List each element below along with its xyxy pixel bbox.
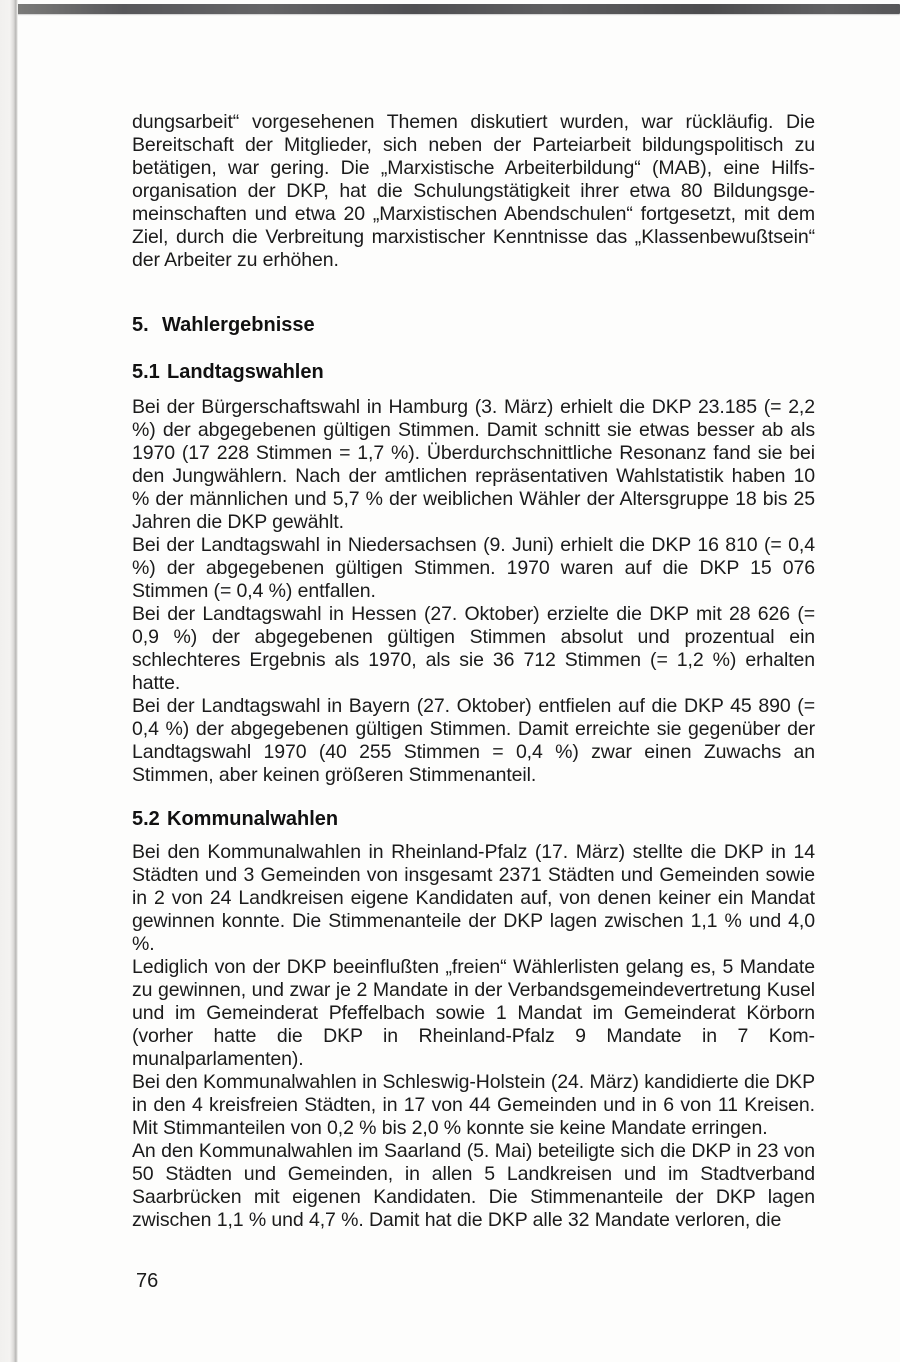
subsection-title: Kommunalwahlen bbox=[167, 808, 339, 830]
subsection-body-landtagswahlen bbox=[132, 396, 815, 787]
paragraph: Bei den Kommunalwahlen in Schleswig-Holstein (24. März) kandidierte die DKP in den 4 kreisfreien Städten, in 17 von 44 Gemeinden und in 6 von 11 Kreisen. Mit Stimmanteilen von 0,2 % bis 2,0 % konnte sie keine Mandate erringen. bbox=[132, 1071, 815, 1139]
paragraph: dungsarbeit“ vorgesehenen Themen diskutiert wurden, war rückläufig. Die Bereitschaft der Mitglieder, sich neben der Parteiarbeit bildungspolitisch zu betätigen, war gering. Die „Marxistische Arbeiterbildung“ (MAB), eine Hilfsorganisation der DKP, hat die Schulungstätigkeit ihrer etwa 80 Bildungsgemeinschaften und etwa 20 „Marxistischen Abendschulen“ fortgesetzt, mit dem Ziel, durch die Verbreitung marxistischer Kenntnisse das „Klassenbewußtsein“ der Arbeiter zu erhöhen. bbox=[132, 111, 815, 271]
section-heading bbox=[132, 314, 315, 337]
paragraph: Lediglich von der DKP beeinflußten „freien“ Wählerlisten gelang es, 5 Mandate zu gewinnen, und zwar je 2 Mandate in der Verbandsgemeindevertretung Kusel und im Gemeinderat Pfeffelbach sowie 1 Mandat im Gemeinderat Körborn (vorher hatte die DKP in Rheinland-Pfalz 9 Mandate in 7 Kommunalparlamenten). bbox=[132, 956, 815, 1070]
subsection-title: Landtagswahlen bbox=[167, 361, 324, 383]
subsection-number: 5.1 bbox=[132, 361, 160, 383]
paragraph: Bei der Bürgerschaftswahl in Hamburg (3. März) erhielt die DKP 23.185 (= 2,2 %) der abgegebenen gültigen Stimmen. Damit schnitt sie etwas besser ab als 1970 (17 228 Stimmen = 1,7 %). Überdurchschnittliche Resonanz fand sie bei den Jungwählern. Nach der amtlichen repräsentativen Wahlstatistik haben 10 % der männlichen und 5,7 % der weiblichen Wähler der Altersgruppe 18 bis 25 Jahren die DKP gewählt. bbox=[132, 396, 815, 533]
subsection-body-kommunalwahlen bbox=[132, 841, 815, 1232]
subsection-heading-landtagswahlen bbox=[132, 361, 324, 384]
section-title: Wahlergebnisse bbox=[162, 314, 315, 336]
paragraph: Bei der Landtagswahl in Niedersachsen (9. Juni) erhielt die DKP 16 810 (= 0,4 %) der abgegebenen gültigen Stimmen. 1970 waren auf die DKP 15 076 Stimmen (= 0,4 %) entfallen. bbox=[132, 534, 815, 602]
continued-paragraph-block bbox=[132, 111, 815, 272]
scan-top-edge bbox=[17, 4, 900, 14]
page-number: 76 bbox=[136, 1270, 159, 1292]
paragraph: Bei den Kommunalwahlen in Rheinland-Pfalz (17. März) stellte die DKP in 14 Städten und 3 Gemeinden von insgesamt 2371 Städten und Gemeinden sowie in 2 von 24 Landkreisen eigene Kandidaten auf, von denen keiner ein Mandat gewinnen konnte. Die Stimmenanteile der DKP lagen zwischen 1,1 % und 4,0 %. bbox=[132, 841, 815, 955]
subsection-heading-kommunalwahlen bbox=[132, 808, 338, 831]
section-number: 5. bbox=[132, 314, 149, 336]
subsection-number: 5.2 bbox=[132, 808, 160, 830]
scan-left-edge bbox=[0, 0, 18, 1362]
paragraph: Bei der Landtagswahl in Hessen (27. Oktober) erzielte die DKP mit 28 626 (= 0,9 %) der abgegebenen gültigen Stimmen absolut und prozentual ein schlechteres Ergebnis als 1970, als sie 36 712 Stimmen (= 1,2 %) erhalten hatte. bbox=[132, 603, 815, 694]
paragraph: Bei der Landtagswahl in Bayern (27. Oktober) entfielen auf die DKP 45 890 (= 0,4 %) der abgegebenen gültigen Stimmen. Damit erreichte sie gegenüber der Landtagswahl 1970 (40 255 Stimmen = 0,4 %) zwar einen Zuwachs an Stimmen, aber keinen größeren Stimmenanteil. bbox=[132, 695, 815, 786]
paragraph: An den Kommunalwahlen im Saarland (5. Mai) beteiligte sich die DKP in 23 von 50 Städten und Gemeinden, in allen 5 Landkreisen und im Stadtverband Saarbrücken mit eigenen Kandidaten. Die Stimmenanteile der DKP lagen zwischen 1,1 % und 4,7 %. Damit hat die DKP alle 32 Mandate verloren, die bbox=[132, 1140, 815, 1231]
